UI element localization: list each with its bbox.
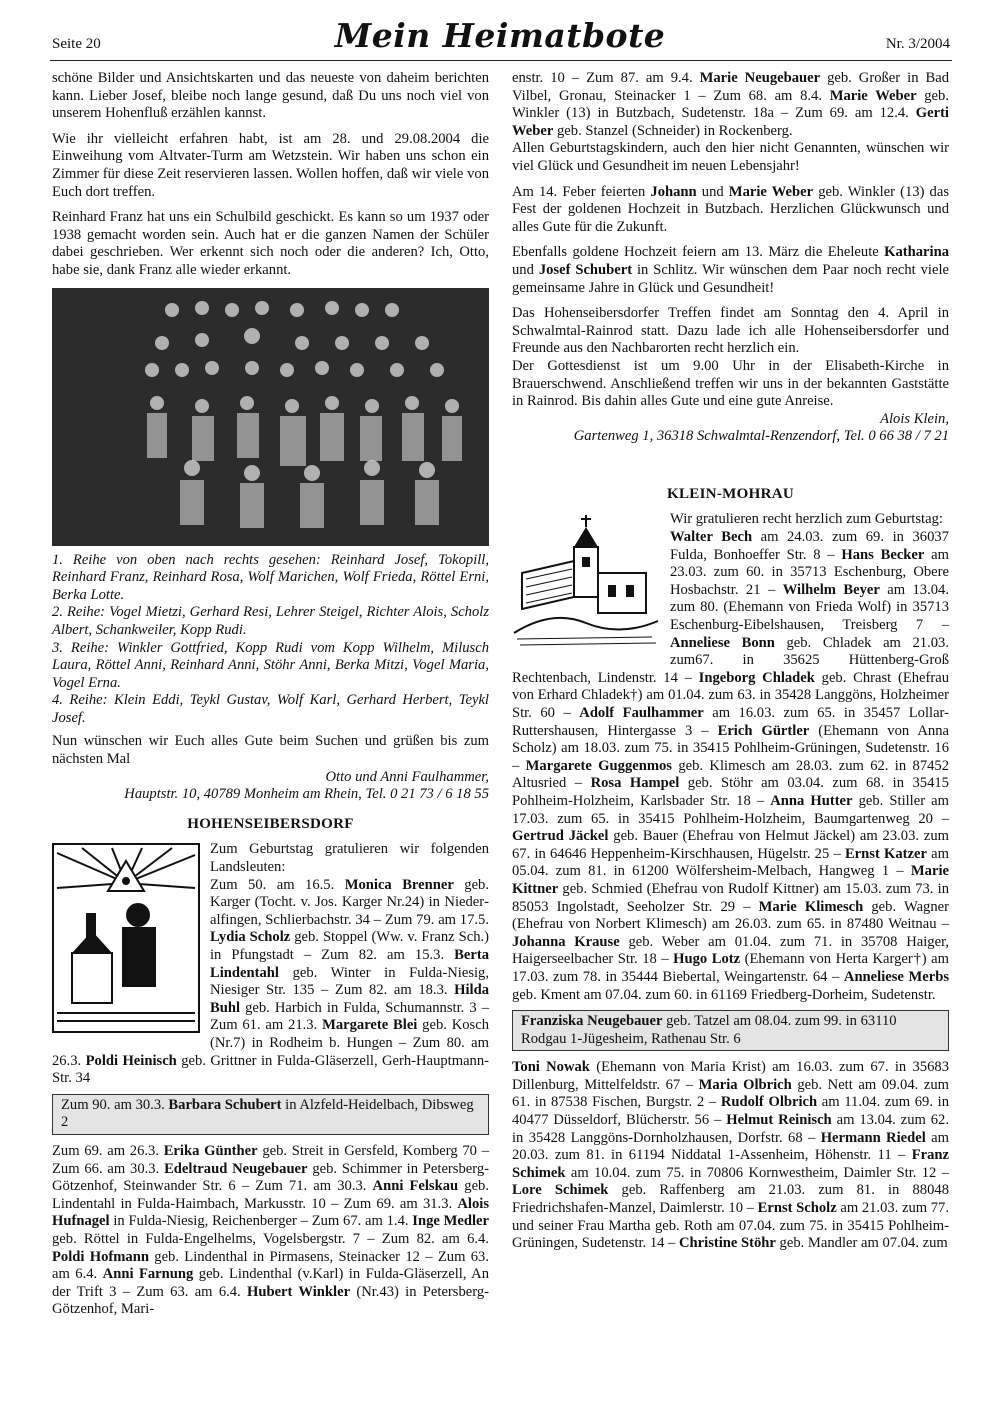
highlight-box: [52, 1094, 489, 1135]
golden-wedding-paragraph: [512, 184, 949, 237]
person-name: Rosa Hampel: [590, 775, 680, 792]
person-name: Gerti Weber: [512, 105, 949, 139]
entry-text: geb. Stöhr am 03.04. zum 68. in 35415 Pohlheim-Holzheim, Karlsbader Str. 18 –: [512, 775, 949, 809]
entry-text: am 05.04. zum 81. in 61200 Wölfersheim-Melbach, Hangweg 1 –: [512, 845, 949, 880]
section-heading: KLEIN-MOHRAU: [667, 485, 794, 502]
entry-text: geb. Nett am 09.04. zum 61. in 87538 Fischen, Burgstr. 2 –: [512, 1076, 949, 1111]
entry-text: geb. Lindenthal in Pirmasens, Steinacker 12 – Zum 63. am 6.4.: [52, 1248, 489, 1283]
paragraph: schöne Bilder und Ansichtskarten und das neueste von daheim berichten kann. Lieber Josef, bleibe noch lange gesund, daß Du uns noch viel von unserem Hohenfluß erzählen kannst.: [52, 70, 489, 122]
entry-text: geb. Raffenberg am 21.03. zum 81. in 88048 Friedrichshafen-Manzel, Daimlerstr. 10 –: [512, 1182, 949, 1217]
person-name: Christine Stöhr: [679, 1235, 776, 1252]
birthday-entries-continued: [52, 1143, 489, 1319]
entry-text: geb. Chrast (Ehefrau von Erhard Chladek†) am 01.04. zum 63. in 35428 Langgöns, Holzheimer Str. 60 –: [512, 669, 950, 721]
person-name: Alois Hufnagel: [52, 1195, 489, 1230]
person-name: Rudolf Olbrich: [720, 1094, 818, 1111]
caption-row-1: 1. Reihe von oben nach rechts gesehen: Reinhard Josef, Tokopill, Reinhard Franz, Reinhard Rosa, Wolf Marichen, Wolf Frieda, Röttel Erni, Berka Lotte.: [52, 551, 489, 603]
person-name: Inge Medler: [412, 1213, 489, 1230]
entry-text: geb. Winkler (13) das Fest der goldenen Hochzeit in Butzbach. Herzlichen Glückwunsch und alles Gute für die Zukunft.: [512, 183, 950, 235]
village-church-icon: [512, 513, 660, 657]
person-name: Johanna Krause: [512, 933, 620, 950]
person-name: Marie Klimesch: [758, 898, 864, 915]
entry-text: geb. Schmied (Ehefrau von Rudolf Kittner) am 15.03. zum 73. in 85053 Ingolstadt, Seeholzer Str. 29 –: [512, 880, 949, 915]
entry-text: Zum 50. am 16.5.: [210, 876, 345, 893]
entry-text: geb. Lindentahl in Fulda-Haimbach, Markusstr. 10 – Zum 69. am 31.3.: [52, 1178, 489, 1212]
paragraph: Allen Geburtstagskindern, auch den hier nicht Genannten, wünschen wir viel Glück und Gesundheit im neuen Lebensjahr!: [512, 140, 949, 174]
greeting-intro: Zum Geburtstag gratulieren wir folgenden Landsleuten:: [210, 841, 489, 876]
entry-text: geb. Grittner in Fulda-Gläserzell, Gerh-Hauptmann-Str. 34: [52, 1052, 489, 1087]
person-name: Maria Olbrich: [698, 1076, 792, 1093]
birthday-entries-continued: [512, 1059, 949, 1253]
person-name: Josef Schubert: [538, 261, 633, 278]
signature-name: Otto und Anni Faulhammer,: [325, 768, 489, 785]
birthday-list: [512, 511, 949, 1004]
entry-text: enstr. 10 – Zum 87. am 9.4.: [512, 70, 700, 86]
birthday-list: [52, 841, 489, 1087]
highlight-text: [521, 1013, 897, 1047]
person-name: Hermann Riedel: [820, 1129, 926, 1146]
person-name: Ingeborg Chladek: [698, 669, 815, 686]
entry-text: (Ehemann von Anna Scholz) am 18.03. zum 75. in 35415 Pohlheim-Grüningen, Sudetenstr. 16 –: [512, 722, 949, 774]
entry-text: am 11.04. zum 69. in 40477 Düsseldorf, Blücherstr. 56 –: [512, 1094, 949, 1129]
golden-wedding-paragraph: [512, 244, 949, 297]
entry-text: am 13.04. zum 62. in 35428 Langgöns-Dornholzhausen, Dorfstr. 68 –: [512, 1112, 949, 1146]
left-column: [52, 70, 489, 1319]
school-class-photo-drawing: [52, 288, 489, 546]
entry-text: geb. Karger (Tocht. v. Jos. Karger Nr.24) in Niederalfingen, Schlierbachstr. 34 – Zum 79. am 17.5.: [210, 876, 490, 928]
issue-number: Nr. 3/2004: [885, 36, 950, 52]
greeting-intro: Wir gratulieren recht herzlich zum Geburtstag:: [670, 511, 943, 528]
person-name: Margarete Guggenmos: [525, 757, 672, 774]
person-name: Lydia Scholz: [210, 929, 291, 946]
entry-text: am 24.03. zum 69. in 36037 Fulda, Bonhoeffer Str. 8 –: [670, 529, 949, 563]
photo-caption: [52, 552, 489, 728]
person-name: Johann: [650, 183, 697, 200]
entry-text: geb. Kment am 07.04. zum 60. in 61169 Friedberg-Dorheim, Sudetenstr.: [512, 986, 936, 1003]
person-name: Wilhelm Beyer: [782, 581, 880, 598]
entry-text: am 13.04. zum 80. (Ehemann von Frieda Wolf) in 35713 Eschenburg-Eibelshausen, Treisberg 7 –: [670, 581, 949, 634]
entry-text: geb. Stoppel (Ww. v. Franz Sch.) in Pfungstadt – Zum 82. am 15.3.: [210, 929, 489, 963]
church-woodcut-icon: [52, 843, 200, 1039]
entry-text: in Fulda-Niesig, Reichenberger – Zum 67. am 1.4.: [109, 1213, 413, 1230]
entry-text: geb. Streit in Gersfeld, Komberg 70 – Zum 66. am 30.3.: [52, 1142, 489, 1177]
page-number: Seite 20: [52, 36, 101, 52]
entry-text: geb. Winter in Fulda-Niesig, Niesiger Str. 135 – Zum 82. am 18.3.: [210, 964, 489, 999]
person-name: Poldi Hofmann: [52, 1248, 149, 1265]
caption-row-2: 2. Reihe: Vogel Mietzi, Gerhard Resi, Lehrer Steigel, Richter Alois, Scholz Albert, Schankweiler, Kopp Rudi.: [52, 604, 489, 638]
entry-text: am 23.03. zum 60. in 35713 Eschenburg, Obere Hosbachstr. 21 –: [670, 546, 949, 598]
entry-text: (Ehemann von Herta Karger†) am 17.03. zum 78. in 35444 Biebertal, Weingartenstr. 64 –: [512, 951, 950, 985]
person-name: Ernst Scholz: [757, 1200, 837, 1217]
person-name: Erich Gürtler: [717, 722, 810, 739]
caption-row-3: 3. Reihe: Winkler Gottfried, Kopp Rudi vom Kopp Wilhelm, Milusch Laura, Röttel Anni, Reinhard Anni, Stöhr Anni, Berka Mitzi, Vogel Maria, Vogel Erna.: [52, 639, 489, 691]
highlight-text: [61, 1097, 474, 1131]
person-name: Hans Becker: [841, 546, 925, 563]
person-name: Poldi Heinisch: [85, 1052, 177, 1069]
person-name: Anneliese Merbs: [843, 968, 949, 985]
entry-text: am 10.04. zum 75. in 70806 Kornwestheim, Daimler Str. 12 –: [565, 1164, 949, 1181]
paragraph: Wie ihr vielleicht erfahren habt, ist am 28. und 29.08.2004 die Einweihung vom Altvater-Turm am Wetzstein. Wir haben uns schon ein Zimmer für diese Zeit reservieren lassen. Wollen hoffen, daß wir viele von Euch dort treffen.: [52, 130, 489, 200]
birthday-entries-continued: [512, 70, 949, 140]
person-name: Lore Schimek: [512, 1182, 609, 1199]
entry-text: geb. Großer in Bad Vilbel, Gronau, Steinacker 1 – Zum 68. am 8.4.: [512, 70, 949, 104]
entry-text: am 16.03. zum 65. in 35457 Lollar-Ruttershausen, Hintergasse 3 –: [512, 705, 949, 739]
person-name: Erika Günther: [163, 1142, 258, 1159]
person-name: Hubert Winkler: [247, 1283, 351, 1300]
signature-address: Gartenweg 1, 36318 Schwalmtal-Renzendorf, Tel. 0 66 38 / 7 21: [573, 428, 949, 445]
entry-text: geb. Wagner (Ehefrau von Norbert Klimesch) am 26.03. zum 65. in 87480 Weitnau –: [512, 898, 949, 933]
person-name: Katharina: [884, 244, 949, 261]
entry-text: geb. Stiller am 17.03. zum 65. in 35415 Pohlheim-Holzheim, Baumgartenweg 20 –: [512, 792, 949, 827]
entry-text: (Nr.43) in Petersberg-Götzenhof, Mari-: [52, 1283, 489, 1318]
entry-text: geb. Röttel in Fulda-Engelhelms, Vogelsbergstr. 7 – Zum 82. am 6.4.: [52, 1230, 489, 1247]
entry-text: geb. Klimesch am 28.03. zum 62. in 87452 Altusried –: [512, 757, 950, 792]
person-name: Ernst Katzer: [844, 845, 927, 862]
person-name: Adolf Faulhammer: [579, 705, 704, 721]
signature-address: Hauptstr. 10, 40789 Monheim am Rhein, Tel. 0 21 73 / 6 18 55: [124, 786, 489, 803]
person-name: Helmut Reinisch: [726, 1112, 832, 1129]
person-name: Gertrud Jäckel: [512, 828, 609, 845]
person-name: Anni Farnung: [102, 1266, 194, 1283]
entry-text: geb. Weber am 01.04. zum 71. in 35708 Haiger, Haigerseelbacher Str. 18 –: [512, 933, 949, 968]
person-name: Franz Schimek: [512, 1147, 949, 1181]
entry-text: und: [696, 183, 729, 200]
person-name: Marie Kittner: [512, 863, 949, 897]
entry-text: geb. Winkler (13) in Butzbach, Sudetenstr. 18a – Zum 69. am 12.4.: [512, 87, 949, 122]
entry-text: geb. Stanzel (Schneider) in Rockenberg.: [553, 122, 793, 139]
person-name: Marie Weber: [829, 87, 917, 104]
person-name: Margarete Blei: [322, 1017, 418, 1034]
caption-row-4: 4. Reihe: Klein Eddi, Teykl Gustav, Wolf Karl, Gerhard Herbert, Teykl Josef.: [52, 692, 489, 726]
person-name: Walter Bech: [670, 529, 753, 546]
header-rule: [50, 60, 952, 61]
entry-text: Am 14. Feber feierten: [512, 183, 651, 200]
section-heading: HOHENSEIBERSDORF: [187, 815, 354, 832]
entry-text: in Alzfeld-Heidelbach, Dibsweg 2: [61, 1096, 474, 1131]
entry-text: Zum 69. am 26.3.: [52, 1142, 164, 1159]
paragraph: Das Hohenseibersdorfer Treffen findet am Sonntag den 4. April in Schwalmtal-Rainrod statt. Dazu lade ich alle Hohenseibersdorfer und Freunde aus den Nachbarorten recht herzlich ein.: [512, 305, 949, 357]
entry-text: geb. Kosch (Nr.7) in Rodheim b. Hungen – Zum 80. am 26.3.: [52, 1017, 490, 1069]
person-name: Edeltraud Neugebauer: [164, 1160, 308, 1177]
paragraph: Der Gottesdienst ist um 9.00 Uhr in der Elisabeth-Kirche in Brauerschwend. Anschließend treffen wir uns in der bekannten Gaststätte in Rainrod. Bis dahin alles Gute und eine gute Anreise.: [512, 357, 949, 410]
entry-text: und: [512, 261, 539, 278]
person-name: Hilda Buhl: [210, 982, 489, 1016]
person-name: Anna Hutter: [770, 792, 853, 809]
entry-text: Zum 90. am 30.3.: [61, 1096, 169, 1113]
entry-text: geb. Lindenthal (v.Karl) in Fulda-Gläserzell, An der Trift 3 – Zum 63. am 6.4.: [52, 1266, 490, 1300]
paragraph: Nun wünschen wir Euch alles Gute beim Suchen und grüßen bis zum nächsten Mal: [52, 733, 489, 768]
entry-text: am 20.03. zum 81. in 61194 Niddatal 1-Assenheim, Höhenstr. 11 –: [512, 1129, 949, 1164]
entry-text: geb. Schimmer in Petersberg-Götzenhof, Steinwander Str. 6 – Zum 71. am 30.3.: [52, 1160, 489, 1195]
entry-text: geb. Mandler am 07.04. zum: [775, 1235, 948, 1252]
school-class-photo: [52, 288, 489, 546]
person-name: Monica Brenner: [344, 876, 454, 893]
masthead-title: Mein Heimatbote: [334, 16, 666, 55]
entry-text: geb. Bauer (Ehefrau von Helmut Jäckel) am 23.03. zum 67. in 64646 Heppenheim-Kirschhausen, Hügelstr. 25 –: [512, 828, 949, 862]
entry-text: Ebenfalls goldene Hochzeit feiern am 13. März die Eheleute: [512, 244, 885, 261]
person-name: Anneliese Bonn: [670, 634, 775, 651]
paragraph: Reinhard Franz hat uns ein Schulbild geschickt. Es kann so um 1937 oder 1938 gemacht worden sein. Auch hat er die ganzen Namen der Schüler dabei geschrieben. Wer erkennt sich noch oder die anderen? Ich, Otto, habe sie, dank Franz alle wieder erkannt.: [52, 209, 489, 278]
entry-text: geb. Tatzel am 08.04. zum 99. in 63110 Rodgau 1-Jügesheim, Rathenau Str. 6: [521, 1013, 897, 1047]
entry-text: geb. Harbich in Fulda, Schumannstr. 3 – Zum 61. am 21.3.: [210, 999, 489, 1034]
person-name: Franziska Neugebauer: [521, 1013, 663, 1030]
highlight-box: [512, 1010, 949, 1051]
person-name: Marie Weber: [728, 183, 814, 200]
person-name: Marie Neugebauer: [699, 70, 821, 86]
entry-text: (Ehemann von Maria Krist) am 16.03. zum 67. in 35683 Dillenburg, Mittelfeldstr. 67 –: [512, 1059, 949, 1093]
person-name: Anni Felskau: [372, 1178, 459, 1195]
entry-text: am 21.03. zum 77. und seiner Frau Martha geb. Roth am 07.04. zum 75. in 35415 Pohlheim-Grüningen, Sudetenstr. 14 –: [512, 1200, 949, 1252]
person-name: Barbara Schubert: [168, 1096, 282, 1113]
entry-text: in Schlitz. Wir wünschen dem Paar noch recht viele gemeinsame Jahre in Glück und Gesundheit!: [512, 261, 949, 296]
signature-name: Alois Klein,: [880, 410, 949, 427]
person-name: Hugo Lotz: [673, 951, 741, 968]
person-name: Berta Lindentahl: [210, 947, 489, 981]
entry-text: geb. Chladek am 21.03. zum67. in 35625 Hüttenberg-Groß Rechtenbach, Lindenstr. 14 –: [512, 634, 949, 686]
right-column: [512, 70, 949, 1253]
person-name: Toni Nowak: [512, 1059, 590, 1076]
